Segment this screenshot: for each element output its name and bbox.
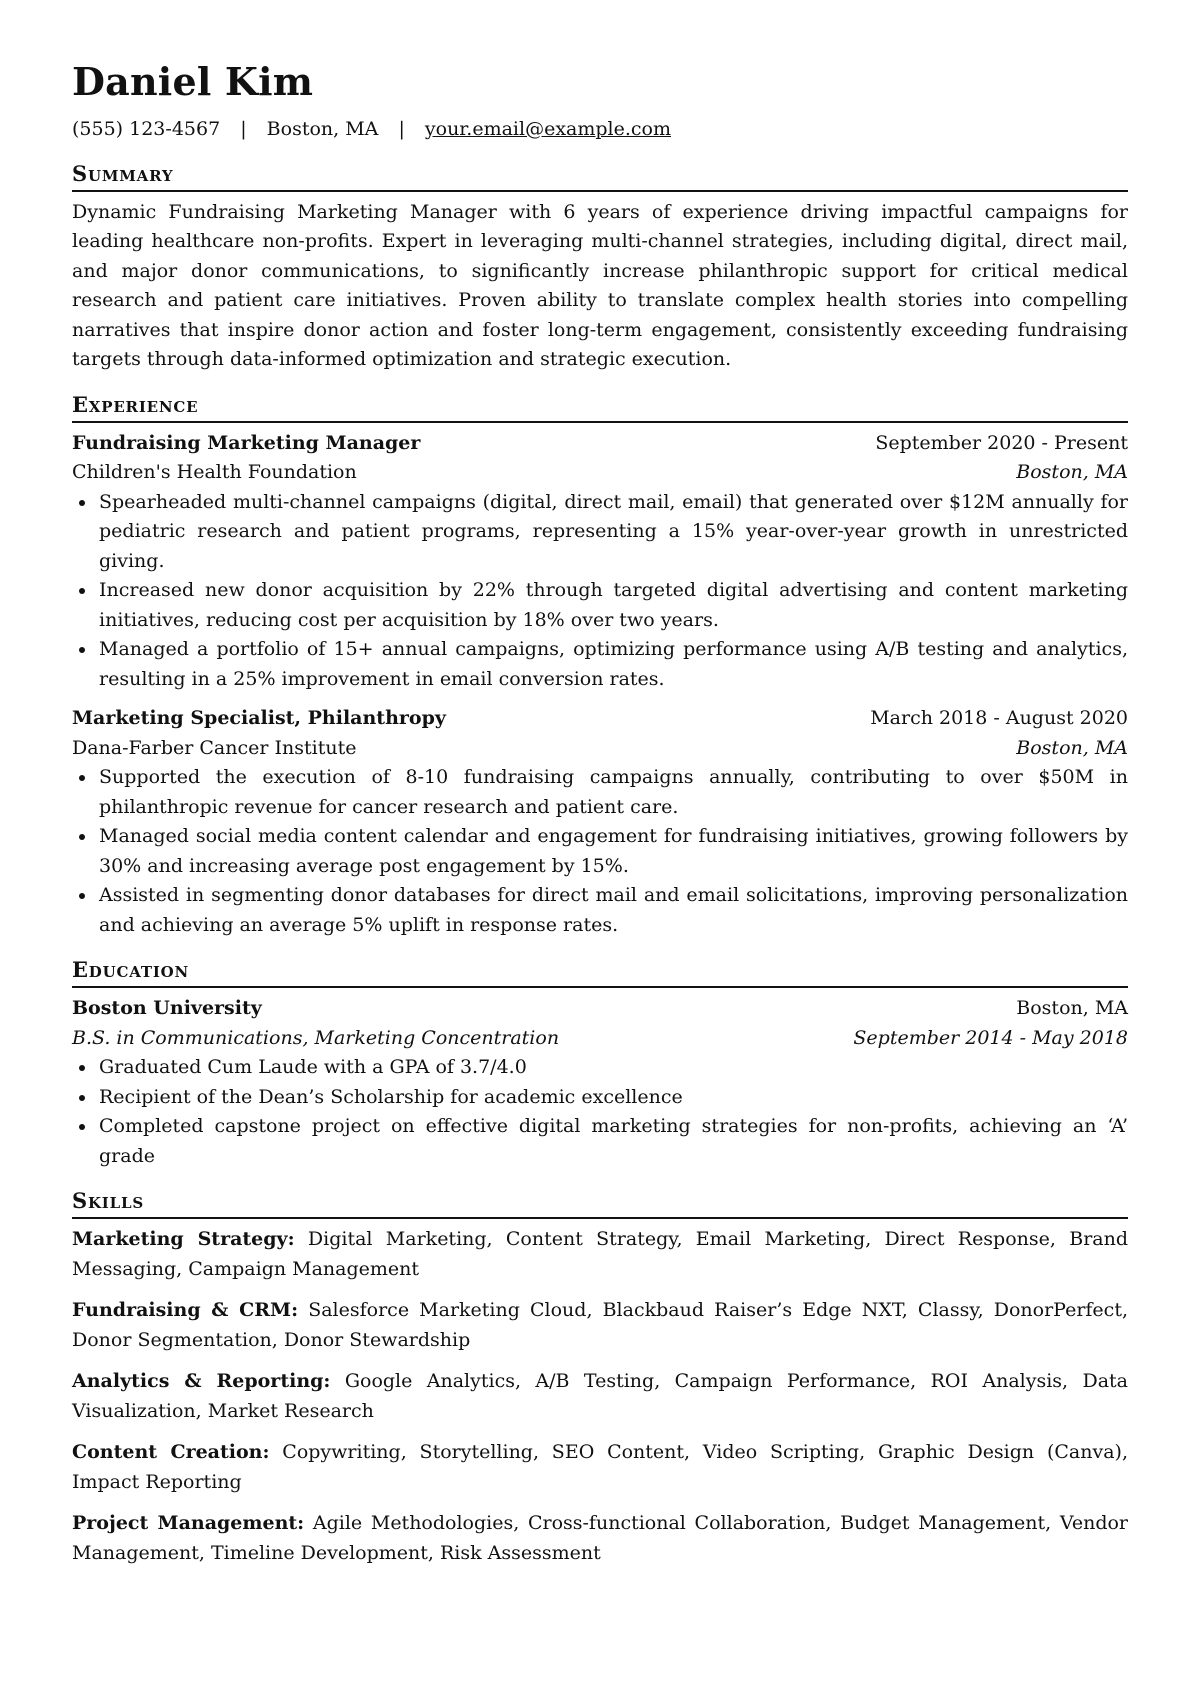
email-link[interactable]: your.email@example.com bbox=[424, 117, 671, 140]
bullet-item bbox=[99, 881, 1128, 940]
bullet-text: Managed social media content calendar and engagement for fundraising initiatives, growing followers by 30% and increasing average post engagement by 15%. bbox=[99, 825, 1128, 877]
skill-group bbox=[72, 1296, 1128, 1355]
bullet-icon bbox=[79, 775, 85, 781]
bullet-text: Completed capstone project on effective digital marketing strategies for non-profits, achieving an ‘A’ grade bbox=[99, 1115, 1128, 1167]
location: Boston, MA bbox=[266, 117, 379, 140]
skill-group-items: Digital Marketing, Content Strategy, Email Marketing, Direct Response, Brand Messaging, Campaign Management bbox=[72, 1228, 1129, 1280]
job-location: Boston, MA bbox=[1016, 736, 1128, 759]
job-dates: September 2020 - Present bbox=[875, 431, 1128, 454]
job-location: Boston, MA bbox=[1016, 461, 1128, 484]
skill-group bbox=[72, 1225, 1128, 1284]
education-section bbox=[72, 956, 1128, 1171]
skill-group-items: Agile Methodologies, Cross-functional Collaboration, Budget Management, Vendor Management, Timeline Development, Risk Assessment bbox=[72, 1512, 1128, 1564]
school-location: Boston, MA bbox=[1016, 997, 1128, 1020]
skill-group-label: Analytics & Reporting: bbox=[72, 1370, 331, 1393]
skill-group-items: Copywriting, Storytelling, SEO Content, Video Scripting, Graphic Design (Canva), Impact Reporting bbox=[72, 1441, 1128, 1493]
bullet-item bbox=[99, 1053, 1128, 1083]
skill-group-label: Project Management: bbox=[72, 1512, 305, 1535]
bullet-text: Managed a portfolio of 15+ annual campaigns, optimizing performance using A/B testing and analytics, resulting in a 25% improvement in email conversion rates. bbox=[99, 638, 1128, 690]
bullet-item bbox=[99, 822, 1128, 881]
bullet-text: Increased new donor acquisition by 22% through targeted digital advertising and content marketing initiatives, reducing cost per acquisition by 18% over two years. bbox=[99, 579, 1128, 631]
employer-name: Dana-Farber Cancer Institute bbox=[72, 736, 357, 759]
job-header-row bbox=[72, 704, 1128, 734]
bullet-icon bbox=[79, 500, 85, 506]
section-title-skills: Skills bbox=[72, 1187, 1128, 1219]
bullet-item bbox=[99, 763, 1128, 822]
skill-group-label: Content Creation: bbox=[72, 1441, 270, 1464]
school-name: Boston University bbox=[72, 997, 262, 1020]
job-bullets bbox=[72, 763, 1128, 940]
bullet-icon bbox=[79, 893, 85, 899]
bullet-icon bbox=[79, 834, 85, 840]
skills-section bbox=[72, 1187, 1128, 1568]
contact-separator: | bbox=[240, 117, 247, 140]
degree-row bbox=[72, 1024, 1128, 1054]
experience-entry bbox=[72, 429, 1128, 695]
bullet-item bbox=[99, 635, 1128, 694]
bullet-icon bbox=[79, 1065, 85, 1071]
education-bullets bbox=[72, 1053, 1128, 1171]
bullet-icon bbox=[79, 1124, 85, 1130]
job-org-row bbox=[72, 458, 1128, 488]
section-title-experience: Experience bbox=[72, 391, 1128, 423]
job-bullets bbox=[72, 488, 1128, 695]
bullet-icon bbox=[79, 588, 85, 594]
bullet-text: Recipient of the Dean’s Scholarship for academic excellence bbox=[99, 1085, 683, 1108]
skill-group-label: Marketing Strategy: bbox=[72, 1228, 295, 1251]
skill-group-items: Salesforce Marketing Cloud, Blackbaud Raiser’s Edge NXT, Classy, DonorPerfect, Donor Segmentation, Donor Stewardship bbox=[72, 1299, 1128, 1351]
candidate-name: Daniel Kim bbox=[72, 59, 314, 104]
section-title-summary: Summary bbox=[72, 160, 1128, 192]
summary-section bbox=[72, 160, 1128, 375]
bullet-text: Spearheaded multi-channel campaigns (digital, direct mail, email) that generated over $12M annually for pediatric research and patient programs, representing a 15% year-over-year growth in unrestricted giving. bbox=[99, 490, 1128, 572]
contact-separator: | bbox=[398, 117, 405, 140]
skill-group bbox=[72, 1509, 1128, 1568]
bullet-item bbox=[99, 1083, 1128, 1113]
bullet-item bbox=[99, 1112, 1128, 1171]
employer-name: Children's Health Foundation bbox=[72, 461, 357, 484]
education-dates: September 2014 - May 2018 bbox=[853, 1026, 1128, 1049]
contact-line bbox=[72, 116, 1128, 142]
degree-name: B.S. in Communications, Marketing Concentration bbox=[72, 1026, 560, 1049]
bullet-text: Graduated Cum Laude with a GPA of 3.7/4.0 bbox=[99, 1056, 527, 1079]
section-title-education: Education bbox=[72, 956, 1128, 988]
job-org-row bbox=[72, 734, 1128, 764]
job-dates: March 2018 - August 2020 bbox=[870, 707, 1128, 730]
bullet-item bbox=[99, 576, 1128, 635]
bullet-text: Assisted in segmenting donor databases for direct mail and email solicitations, improving personalization and achieving an average 5% uplift in response rates. bbox=[99, 884, 1128, 936]
job-header-row bbox=[72, 429, 1128, 459]
bullet-icon bbox=[79, 1095, 85, 1101]
skill-group bbox=[72, 1367, 1128, 1426]
experience-section bbox=[72, 391, 1128, 941]
skill-group-items: Google Analytics, A/B Testing, Campaign Performance, ROI Analysis, Data Visualization, Market Research bbox=[72, 1370, 1128, 1422]
job-title: Fundraising Marketing Manager bbox=[72, 431, 421, 454]
skill-group-label: Fundraising & CRM: bbox=[72, 1299, 299, 1322]
bullet-text: Supported the execution of 8-10 fundraising campaigns annually, contributing to over $50M in philanthropic revenue for cancer research and patient care. bbox=[99, 766, 1128, 818]
phone-number: (555) 123-4567 bbox=[72, 117, 221, 140]
skill-group bbox=[72, 1438, 1128, 1497]
summary-text: Dynamic Fundraising Marketing Manager with 6 years of experience driving impactful campaigns for leading healthcare non-profits. Expert in leveraging multi-channel strategies, including digital, direct mail, and major donor communications, to significantly increase philanthropic support for critical medical research and patient care initiatives. Proven ability to translate complex health stories into compelling narratives that inspire donor action and foster long-term engagement, consistently exceeding fundraising targets through data-informed optimization and strategic execution. bbox=[72, 200, 1128, 371]
bullet-icon bbox=[79, 647, 85, 653]
job-title: Marketing Specialist, Philanthropy bbox=[72, 707, 446, 730]
experience-entry bbox=[72, 704, 1128, 940]
school-row bbox=[72, 994, 1128, 1024]
bullet-item bbox=[99, 488, 1128, 577]
